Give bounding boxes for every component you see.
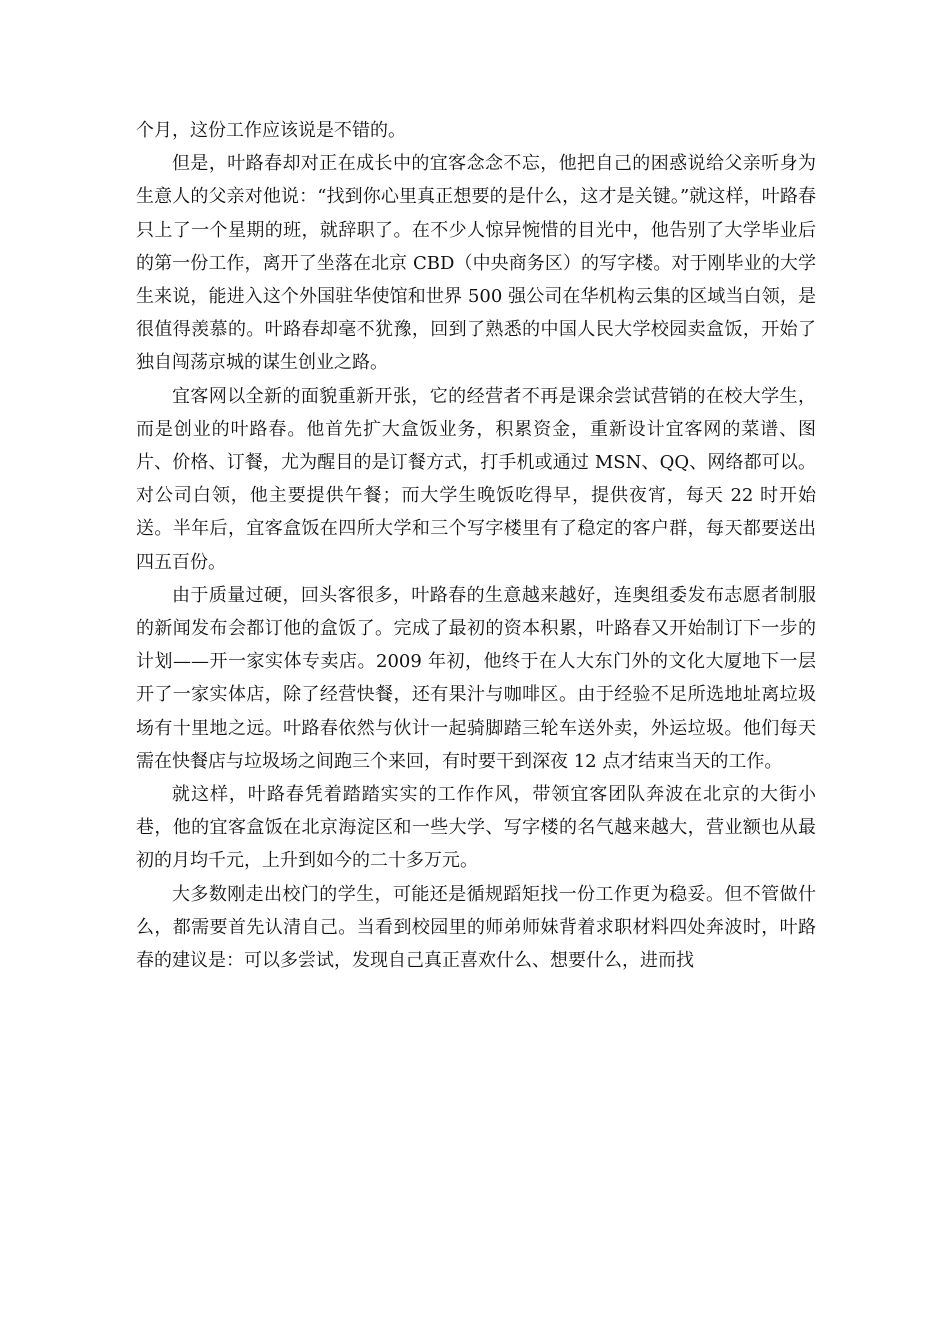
paragraph-yike-relaunch: 宜客网以全新的面貌重新开张，它的经营者不再是课余尝试营销的在校大学生，而是创业的叶路春。他首先扩大盒饭业务，积累资金，重新设计宜客网的菜谱、图片、价格、订餐，尤为醒目的是订餐方式，打手机或通过 MSN、QQ、网络都可以。对公司白领，他主要提供午餐；而大学生晚饭吃得早，提供夜宵，每天 22 时开始送。半年后，宜客盒饭在四所大学和三个写字楼里有了稳定的客户群，每天都要送出四五百份。: [136, 385, 816, 573]
paragraph-growth: 就这样，叶路春凭着踏踏实实的工作作风，带领宜客团队奔波在北京的大街小巷，他的宜客盒饭在北京海淀区和一些大学、写字楼的名气越来越大，营业额也从最初的月均千元，上升到如今的二十多万元。: [136, 784, 816, 872]
document-body: [136, 114, 816, 977]
paragraph-resignation: 但是，叶路春却对正在成长中的宜客念念不忘，他把自己的困惑说给父亲听身为生意人的父亲对他说：“找到你心里真正想要的是什么，这才是关键。”就这样，叶路春只上了一个星期的班，就辞职了。在不少人惊异惋惜的目光中，他告别了大学毕业后的第一份工作，离开了坐落在北京 CBD（中央商务区）的写字楼。对于刚毕业的大学生来说，能进入这个外国驻华使馆和世界 500 强公司在华机构云集的区域当白领，是很值得羡慕的。叶路春却毫不犹豫，回到了熟悉的中国人民大学校园卖盒饭，开始了独自闯荡京城的谋生创业之路。: [136, 153, 816, 374]
paragraph-physical-store: 由于质量过硬，回头客很多，叶路春的生意越来越好，连奥组委发布志愿者制服的新闻发布会都订他的盒饭了。完成了最初的资本积累，叶路春又开始制订下一步的计划——开一家实体专卖店。2009 年初，他终于在人大东门外的文化大厦地下一层开了一家实体店，除了经营快餐，还有果汁与咖啡区。由于经验不足所选地址离垃圾场有十里地之远。叶路春依然与伙计一起骑脚踏三轮车送外卖，外运垃圾。他们每天需在快餐店与垃圾场之间跑三个来回，有时要干到深夜 12 点才结束当天的工作。: [136, 584, 816, 772]
paragraph-advice: 大多数刚走出校门的学生，可能还是循规蹈矩找一份工作更为稳妥。但不管做什么，都需要首先认清自己。当看到校园里的师弟师妹背着求职材料四处奔波时，叶路春的建议是：可以多尝试，发现自己真正喜欢什么、想要什么，进而找: [136, 883, 816, 972]
paragraph-continuation: 个月，这份工作应该说是不错的。: [136, 120, 406, 141]
